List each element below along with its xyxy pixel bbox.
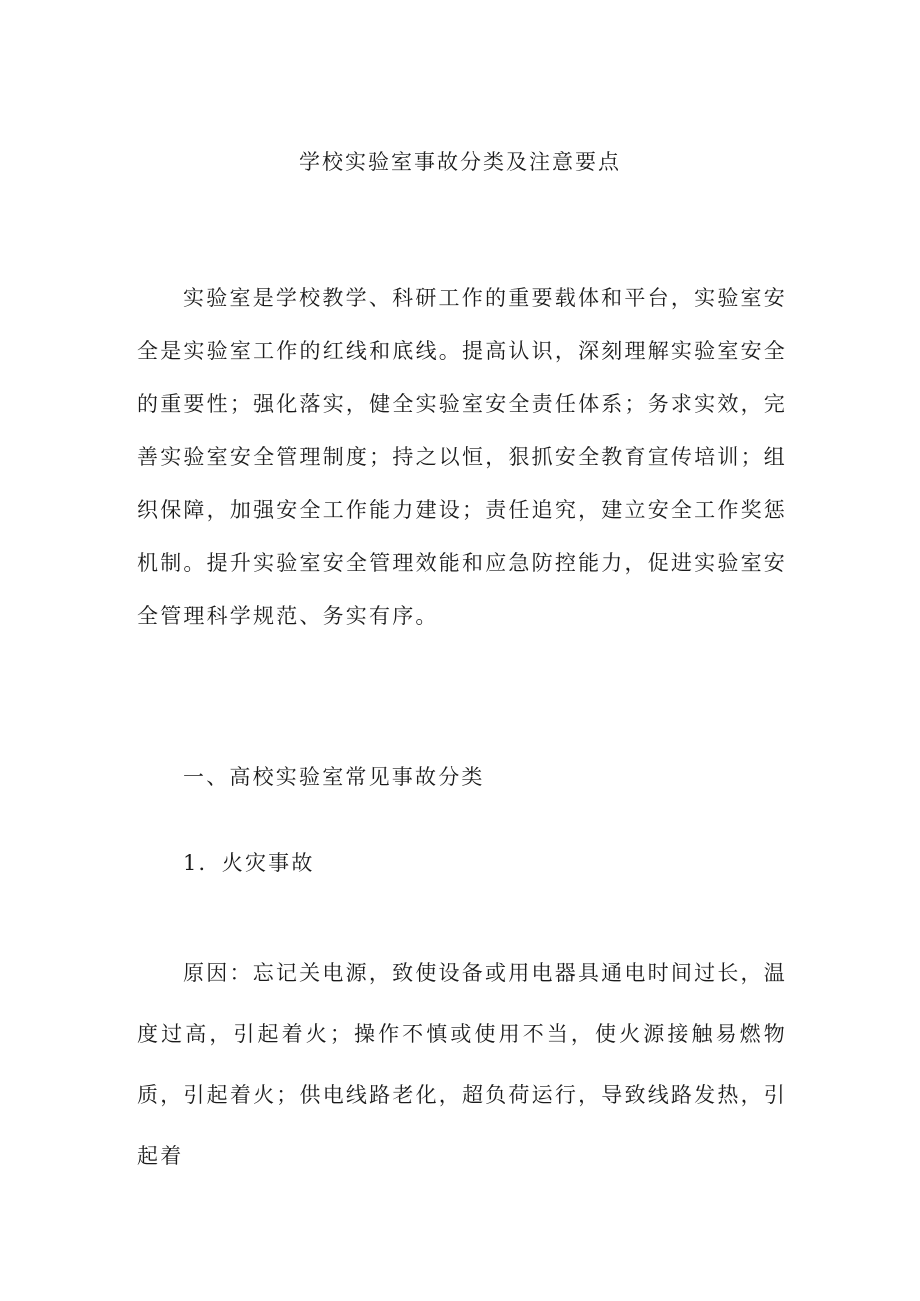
- section-heading: 一、高校实验室常见事故分类: [183, 765, 485, 789]
- subsection-heading: 1．火灾事故: [183, 851, 315, 875]
- document-title: 学校实验室事故分类及注意要点: [299, 150, 621, 174]
- cause-paragraph: 原因：忘记关电源，致使设备或用电器具通电时间过长，温度过高，引起着火；操作不慎或使用不当，使火源接触易燃物质，引起着火；供电线路老化，超负荷运行，导致线路发热，引起着: [137, 961, 787, 1168]
- intro-paragraph: 实验室是学校教学、科研工作的重要载体和平台，实验室安全是实验室工作的红线和底线。提高认识，深刻理解实验室安全的重要性；强化落实，健全实验室安全责任体系；务求实效，完善实验室安全管理制度；持之以恒，狠抓安全教育宣传培训；组织保障，加强安全工作能力建设；责任追究，建立安全工作奖惩机制。提升实验室安全管理效能和应急防控能力，促进实验室安全管理科学规范、务实有序。: [137, 286, 787, 628]
